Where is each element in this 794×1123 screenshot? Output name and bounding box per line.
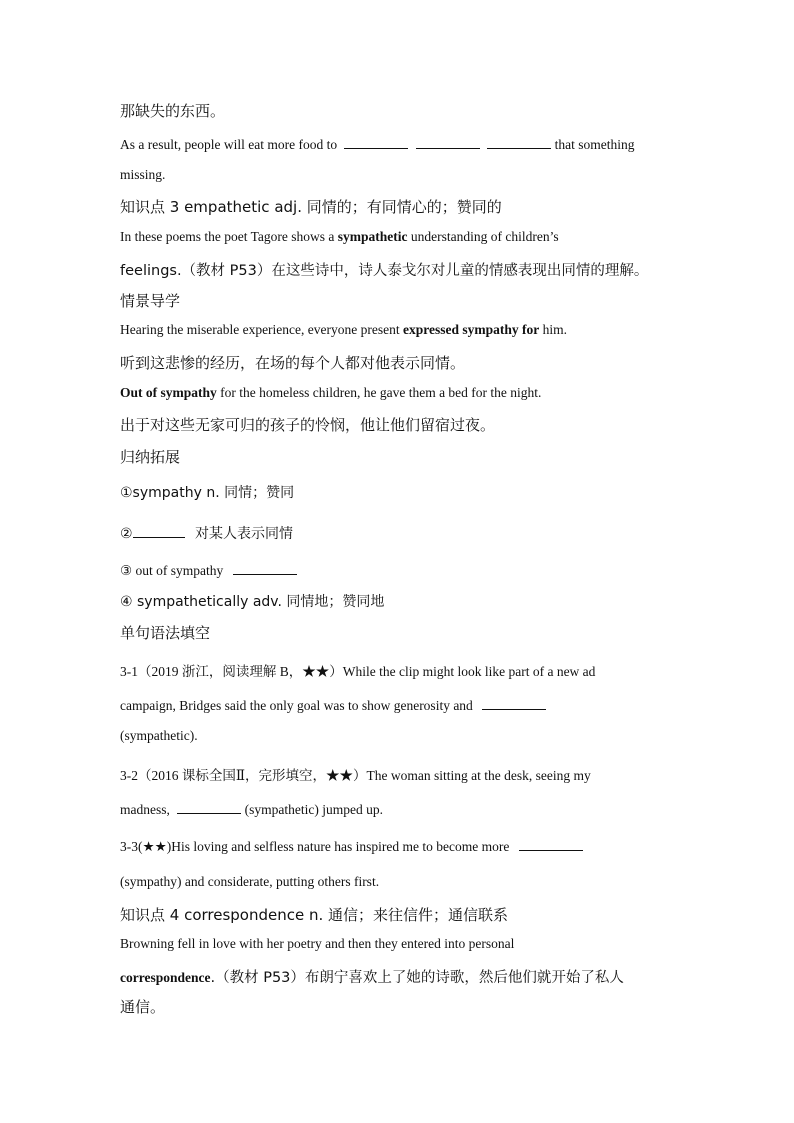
answer-blank[interactable] bbox=[482, 697, 546, 710]
line-5-bold: sympathetic bbox=[337, 229, 408, 244]
line-3-text: missing. bbox=[120, 167, 166, 182]
line-18-text: 3-1（2019 浙江，阅读理解 B，★★）While the clip might look like part of a new ad bbox=[120, 664, 596, 679]
line-10-bold: Out of sympathy bbox=[120, 385, 217, 400]
line-8-text-c: him. bbox=[542, 322, 568, 337]
line-4-text: 知识点 3 empathetic adj. 同情的；有同情心的；赞同的 bbox=[120, 198, 502, 216]
line-20-text: (sympathetic). bbox=[120, 728, 198, 743]
line-28-text: 通信。 bbox=[120, 998, 166, 1016]
line-11 bbox=[120, 414, 674, 435]
expansion-item-1 bbox=[120, 482, 674, 502]
answer-blank[interactable] bbox=[133, 525, 185, 538]
question-3-1-line-1 bbox=[120, 660, 674, 680]
line-21-text: 3-2（2016 课标全国Ⅱ，完形填空，★★）The woman sitting at the desk, seeing my bbox=[120, 768, 591, 783]
section-heading-context bbox=[120, 290, 674, 311]
line-7-text: 情景导学 bbox=[120, 292, 181, 310]
line-12-text: 归纳拓展 bbox=[120, 448, 181, 466]
section-heading-expansion bbox=[120, 446, 674, 467]
answer-blank[interactable] bbox=[177, 801, 241, 814]
line-26 bbox=[120, 936, 674, 952]
line-27 bbox=[120, 966, 674, 987]
question-3-1-line-3 bbox=[120, 728, 674, 744]
answer-blank[interactable] bbox=[344, 136, 408, 149]
line-8-bold: expressed sympathy for bbox=[403, 322, 540, 337]
question-3-2-line-1 bbox=[120, 764, 674, 784]
line-22-text-b: (sympathetic) jumped up. bbox=[244, 802, 383, 817]
line-5 bbox=[120, 229, 674, 245]
expansion-item-3 bbox=[120, 562, 674, 579]
answer-blank[interactable] bbox=[519, 838, 583, 851]
line-6 bbox=[120, 259, 674, 280]
line-27-text: .（教材 P53）布朗宁喜欢上了她的诗歌，然后他们就开始了私人 bbox=[210, 970, 624, 986]
answer-blank[interactable] bbox=[487, 136, 551, 149]
line-9-text: 听到这悲惨的经历，在场的每个人都对他表示同情。 bbox=[120, 354, 466, 372]
line-10 bbox=[120, 385, 674, 401]
question-3-3-line-2 bbox=[120, 874, 674, 890]
line-22-text-a: madness, bbox=[120, 802, 170, 817]
line-2 bbox=[120, 136, 674, 153]
line-9 bbox=[120, 352, 674, 373]
line-17-text: 单句语法填空 bbox=[120, 624, 211, 642]
line-3 bbox=[120, 167, 674, 183]
line-16-text: ④ sympathetically adv. 同情地；赞同地 bbox=[120, 594, 385, 610]
line-2-text-a: As a result, people will eat more food to bbox=[120, 137, 338, 152]
line-15-text: ③ out of sympathy bbox=[120, 563, 224, 578]
line-24-text: (sympathy) and considerate, putting others first. bbox=[120, 874, 380, 889]
line-27-bold: correspondence bbox=[120, 970, 211, 985]
line-25-text: 知识点 4 correspondence n. 通信；来往信件；通信联系 bbox=[120, 906, 509, 924]
question-3-1-line-2 bbox=[120, 697, 674, 714]
line-8 bbox=[120, 322, 674, 338]
knowledge-point-3-heading bbox=[120, 196, 674, 217]
line-28 bbox=[120, 996, 674, 1017]
line-1-text: 那缺失的东西。 bbox=[120, 102, 226, 120]
line-14-text-b: 对某人表示同情 bbox=[195, 526, 294, 542]
line-11-text: 出于对这些无家可归的孩子的怜悯，他让他们留宿过夜。 bbox=[120, 416, 496, 434]
line-23-text: 3-3(★★)His loving and selfless nature has inspired me to become more bbox=[120, 839, 510, 854]
line-2-text-b: that something bbox=[554, 137, 635, 152]
line-8-text-a: Hearing the miserable experience, everyone present bbox=[120, 322, 400, 337]
question-3-2-line-2 bbox=[120, 801, 674, 818]
line-6-text: feelings.（教材 P53）在这些诗中，诗人泰戈尔对儿童的情感表现出同情的理解。 bbox=[120, 263, 649, 279]
answer-blank[interactable] bbox=[233, 562, 297, 575]
line-19-text: campaign, Bridges said the only goal was to show generosity and bbox=[120, 698, 473, 713]
line-5-text-c: understanding of children’s bbox=[410, 229, 559, 244]
expansion-item-2 bbox=[120, 523, 674, 543]
line-13-text: ①sympathy n. 同情；赞同 bbox=[120, 485, 295, 501]
knowledge-point-4-heading bbox=[120, 904, 674, 925]
line-26-text: Browning fell in love with her poetry and then they entered into personal bbox=[120, 936, 515, 951]
section-heading-fill-in bbox=[120, 622, 674, 643]
line-10-text: for the homeless children, he gave them a bed for the night. bbox=[220, 385, 542, 400]
question-3-3-line-1 bbox=[120, 838, 674, 855]
line-14-text-a: ② bbox=[120, 526, 133, 542]
answer-blank[interactable] bbox=[416, 136, 480, 149]
expansion-item-4 bbox=[120, 591, 674, 611]
line-1 bbox=[120, 100, 674, 121]
line-5-text-a: In these poems the poet Tagore shows a bbox=[120, 229, 335, 244]
